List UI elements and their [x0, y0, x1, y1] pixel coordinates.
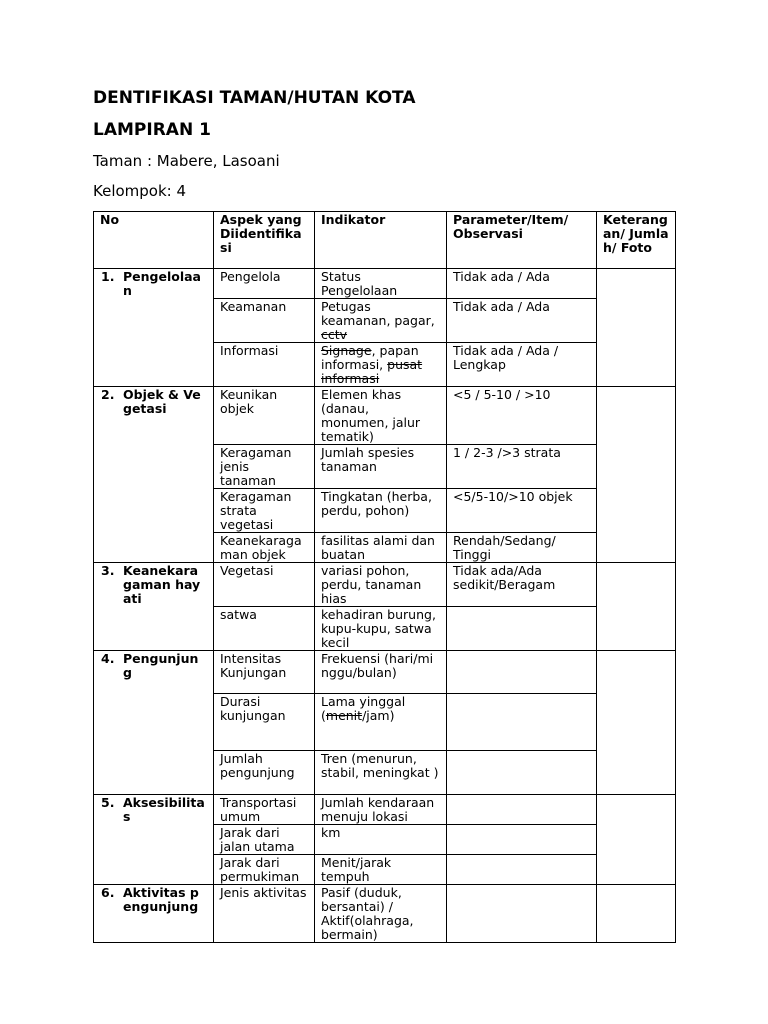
keterangan-cell: [597, 563, 676, 651]
header-keterangan: Keterangan/ Jumlah/ Foto: [597, 212, 676, 269]
parameter-cell: Rendah/Sedang/ Tinggi: [447, 533, 597, 563]
aspek-cell: Vegetasi: [214, 563, 315, 607]
header-indikator: Indikator: [315, 212, 447, 269]
group-cell-pengunjung: 4. Pengunjung: [94, 651, 214, 795]
group-cell-aktivitas: 6. Aktivitas pengunjung: [94, 885, 214, 943]
aspek-cell: Jarak dari permukiman: [214, 855, 315, 885]
group-cell-pengelolaan: 1. Pengelolaan: [94, 269, 214, 387]
document-subtitle: LAMPIRAN 1: [93, 120, 211, 140]
aspek-cell: Informasi: [214, 343, 315, 387]
parameter-cell: [447, 855, 597, 885]
table-row: [94, 795, 676, 825]
parameter-cell: Tidak ada / Ada: [447, 269, 597, 299]
table-row: [94, 387, 676, 445]
keterangan-cell: [597, 795, 676, 885]
parameter-cell: Tidak ada/Ada sedikit/Beragam: [447, 563, 597, 607]
indikator-cell: Pasif (duduk, bersantai) / Aktif(olahraga, bermain): [315, 885, 447, 943]
group-cell-objek-vegetasi: 2. Objek & Vegetasi: [94, 387, 214, 563]
aspek-cell: Jarak dari jalan utama: [214, 825, 315, 855]
parameter-cell: [447, 694, 597, 751]
keterangan-cell: [597, 387, 676, 563]
parameter-cell: [447, 651, 597, 694]
parameter-cell: [447, 885, 597, 943]
parameter-cell: Tidak ada / Ada: [447, 299, 597, 343]
indikator-cell: Lama yinggal (menit/jam): [315, 694, 447, 751]
indikator-cell: Jumlah spesies tanaman: [315, 445, 447, 489]
parameter-cell: [447, 825, 597, 855]
table-row: [94, 885, 676, 943]
parameter-cell: Tidak ada / Ada / Lengkap: [447, 343, 597, 387]
header-parameter: Parameter/Item/ Observasi: [447, 212, 597, 269]
aspek-cell: Keanekaragaman objek: [214, 533, 315, 563]
indikator-cell: Status Pengelolaan: [315, 269, 447, 299]
indikator-cell: Jumlah kendaraan menuju lokasi: [315, 795, 447, 825]
indikator-cell: Menit/jarak tempuh: [315, 855, 447, 885]
indikator-cell: Elemen khas (danau, monumen, jalur tematik): [315, 387, 447, 445]
kelompok-label: Kelompok: 4: [93, 182, 187, 200]
group-cell-keanekaragaman: 3. Keanekaragaman hayati: [94, 563, 214, 651]
aspek-cell: Keragaman jenis tanaman: [214, 445, 315, 489]
group-cell-aksesibilitas: 5. Aksesibilitas: [94, 795, 214, 885]
aspek-cell: Jumlah pengunjung: [214, 751, 315, 795]
keterangan-cell: [597, 269, 676, 387]
identification-table: [93, 211, 676, 943]
aspek-cell: Jenis aktivitas: [214, 885, 315, 943]
indikator-cell: km: [315, 825, 447, 855]
parameter-cell: [447, 751, 597, 795]
indikator-cell: Tren (menurun, stabil, meningkat ): [315, 751, 447, 795]
table-header-row: [94, 212, 676, 269]
parameter-cell: [447, 607, 597, 651]
aspek-cell: Durasi kunjungan: [214, 694, 315, 751]
table-row: [94, 651, 676, 694]
keterangan-cell: [597, 651, 676, 795]
parameter-cell: 1 / 2-3 />3 strata: [447, 445, 597, 489]
table-row: [94, 563, 676, 607]
parameter-cell: <5/5-10/>10 objek: [447, 489, 597, 533]
indikator-cell: Frekuensi (hari/minggu/bulan): [315, 651, 447, 694]
aspek-cell: satwa: [214, 607, 315, 651]
indikator-cell: fasilitas alami dan buatan: [315, 533, 447, 563]
indikator-cell: Signage, papan informasi, pusat informasi: [315, 343, 447, 387]
parameter-cell: <5 / 5-10 / >10: [447, 387, 597, 445]
keterangan-cell: [597, 885, 676, 943]
indikator-cell: kehadiran burung, kupu-kupu, satwa kecil: [315, 607, 447, 651]
document-title: DENTIFIKASI TAMAN/HUTAN KOTA: [93, 88, 416, 108]
aspek-cell: Transportasi umum: [214, 795, 315, 825]
indikator-cell: variasi pohon, perdu, tanaman hias: [315, 563, 447, 607]
table-row: [94, 269, 676, 299]
aspek-cell: Keragaman strata vegetasi: [214, 489, 315, 533]
parameter-cell: [447, 795, 597, 825]
header-no: No: [94, 212, 214, 269]
taman-label: Taman : Mabere, Lasoani: [93, 152, 280, 170]
indikator-cell: Petugas keamanan, pagar, cctv: [315, 299, 447, 343]
indikator-cell: Tingkatan (herba, perdu, pohon): [315, 489, 447, 533]
header-aspek: Aspek yang Diidentifikasi: [214, 212, 315, 269]
aspek-cell: Pengelola: [214, 269, 315, 299]
aspek-cell: Keamanan: [214, 299, 315, 343]
aspek-cell: Keunikan objek: [214, 387, 315, 445]
aspek-cell: Intensitas Kunjungan: [214, 651, 315, 694]
